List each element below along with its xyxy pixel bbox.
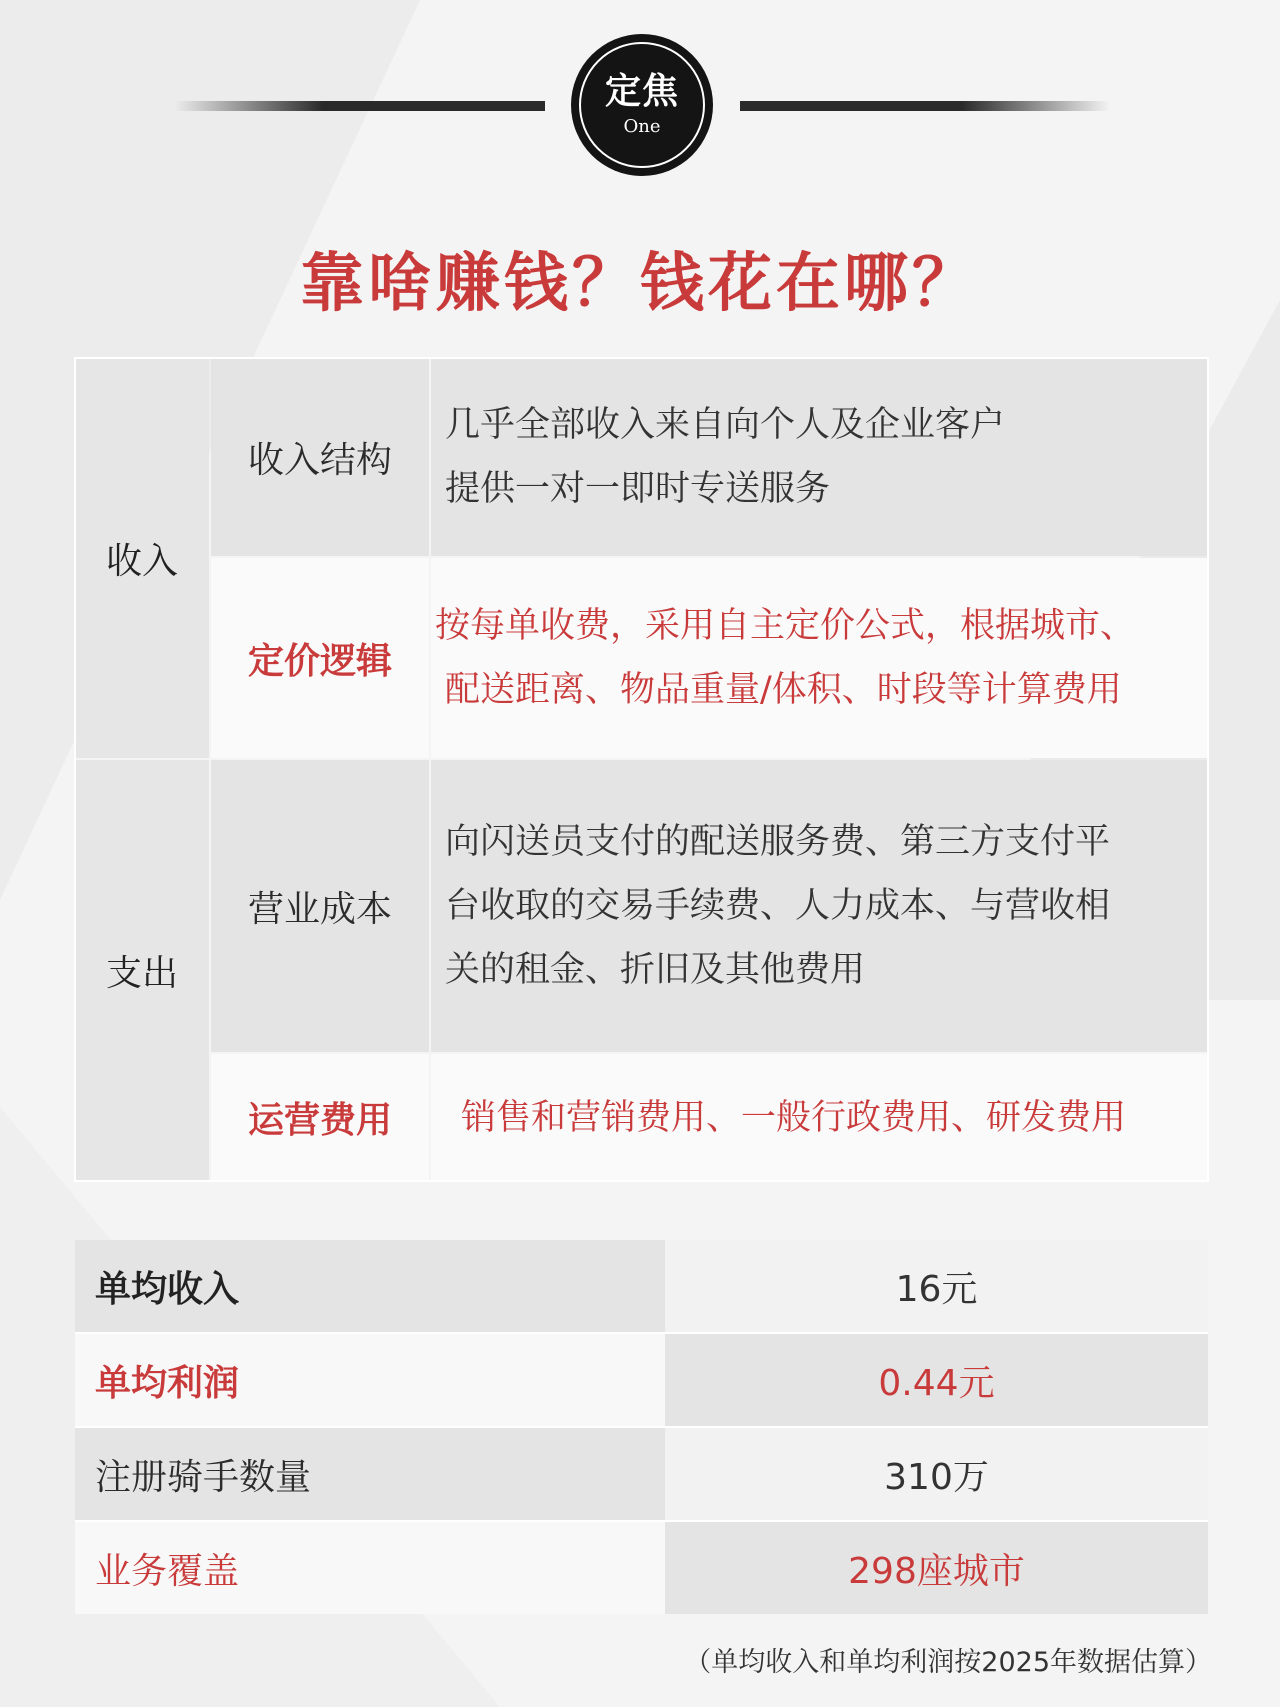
- footnote: （单均收入和单均利润按2025年数据估算）: [684, 1647, 1212, 1678]
- table-row: [75, 1334, 1208, 1426]
- metric-value: 16元: [665, 1240, 1208, 1332]
- table-row: [75, 1522, 1208, 1614]
- category-income: 收入: [75, 358, 209, 758]
- metrics-table: [75, 1240, 1208, 1614]
- row-desc-operating-expense: [431, 1054, 1208, 1181]
- brand-badge: [571, 34, 713, 176]
- metric-label: 注册骑手数量: [95, 1456, 312, 1498]
- desc-line: 关的租金、折旧及其他费用: [445, 950, 866, 990]
- metric-value: 310万: [665, 1428, 1208, 1520]
- row-desc-pricing-logic: [431, 558, 1208, 758]
- row-label-revenue-structure: 收入结构: [211, 358, 429, 556]
- metric-label: 单均收入: [95, 1268, 240, 1310]
- desc-line: 台收取的交易手续费、人力成本、与营收相: [445, 886, 1111, 926]
- metric-label: 单均利润: [95, 1362, 240, 1404]
- desc-line: 提供一对一即时专送服务: [445, 469, 831, 509]
- table-row: [75, 1240, 1208, 1332]
- header-divider-left: [175, 101, 545, 111]
- desc-line: 销售和营销费用、一般行政费用、研发费用: [461, 1097, 1127, 1138]
- revenue-expense-table: [75, 358, 1208, 1181]
- category-expense: 支出: [75, 760, 209, 1181]
- brand-badge-subtitle: One: [623, 116, 661, 137]
- desc-line: 配送距离、物品重量/体积、时段等计算费用: [445, 670, 1122, 710]
- desc-line: 几乎全部收入来自向个人及企业客户: [445, 405, 1006, 445]
- row-desc-revenue-structure: [431, 358, 1208, 556]
- metric-label: 业务覆盖: [95, 1550, 240, 1592]
- page-title: 靠啥赚钱？钱花在哪？: [300, 247, 980, 321]
- metric-value: 0.44元: [665, 1334, 1208, 1426]
- row-label-operating-cost: 营业成本: [211, 760, 429, 1052]
- header-divider-right: [740, 101, 1110, 111]
- row-label-operating-expense: 运营费用: [211, 1054, 429, 1181]
- row-desc-operating-cost: [431, 760, 1208, 1052]
- table-row: [75, 1428, 1208, 1520]
- metric-value: 298座城市: [665, 1522, 1208, 1614]
- brand-badge-title: 定焦: [604, 71, 679, 112]
- row-label-pricing-logic: 定价逻辑: [211, 558, 429, 758]
- desc-line: 向闪送员支付的配送服务费、第三方支付平: [445, 822, 1111, 862]
- desc-line: 按每单收费，采用自主定价公式，根据城市、: [435, 606, 1136, 646]
